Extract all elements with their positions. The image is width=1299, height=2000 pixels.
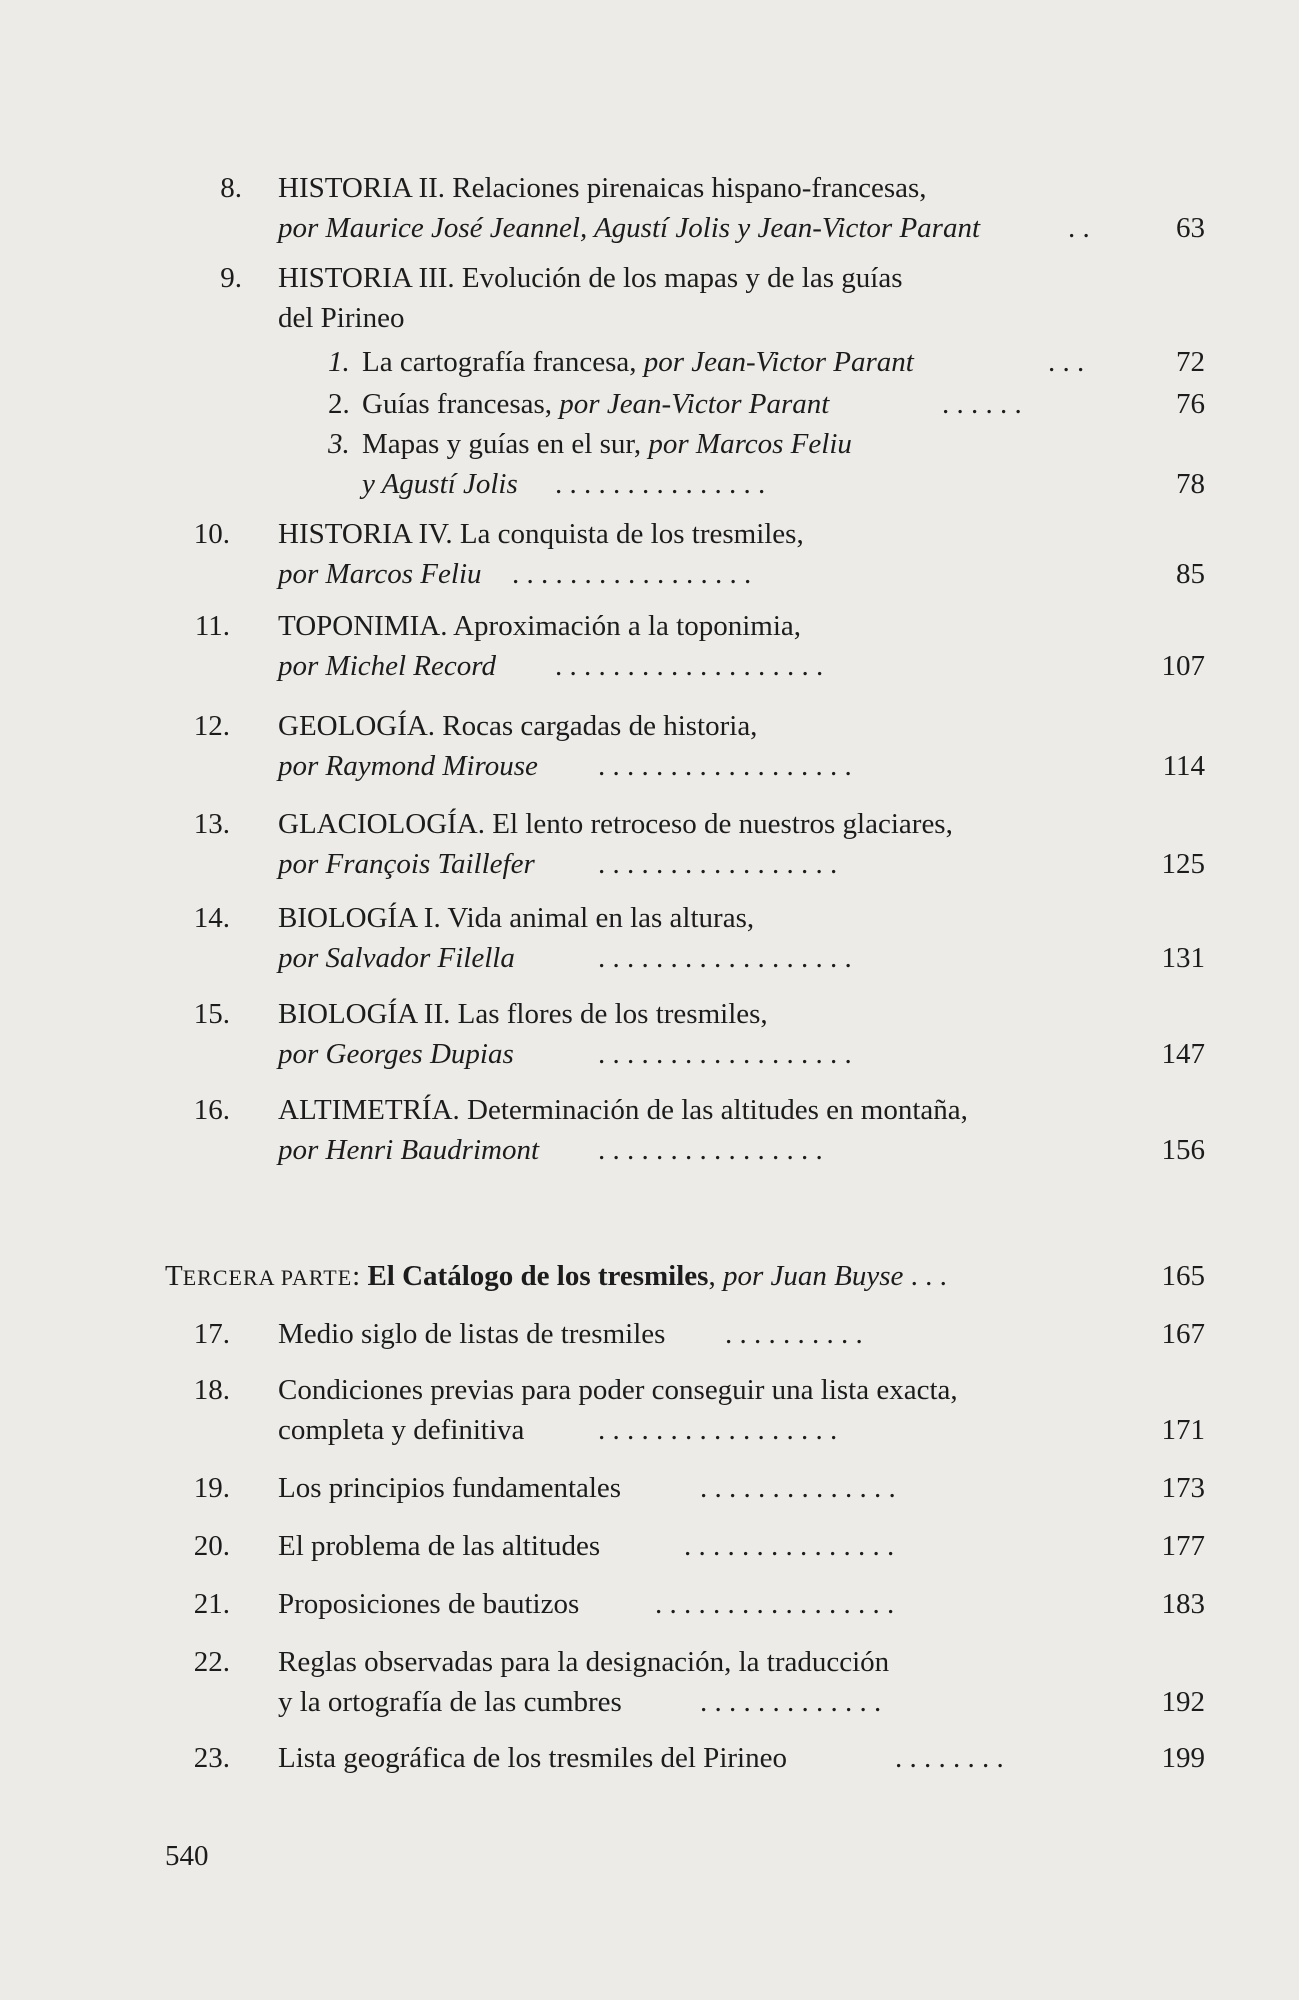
leader-dots: . . . . . . . . . . . . . . . . . . — [598, 942, 852, 974]
leader-dots: . . . . . . . . . . . . . . . — [684, 1530, 895, 1562]
entry-title: El problema de las altitudes — [278, 1530, 601, 1562]
page-number: 131 — [1161, 942, 1205, 974]
leader-dots: . . . . . . . . . . . . . . . . . . — [598, 750, 852, 782]
page-number: 173 — [1161, 1472, 1205, 1504]
entry-number: 18. — [193, 1374, 230, 1406]
leader-dots: . . . . . . . . . . . . . . . . — [598, 1134, 823, 1166]
leader-dots: . . . . . . . . . . . . . . . . . . . — [555, 650, 824, 682]
entry-title: Condiciones previas para poder conseguir una lista exacta, — [278, 1374, 958, 1406]
entry-title: GLACIOLOGÍA. El lento retroceso de nuestros glaciares, — [278, 808, 953, 840]
entry-title: Proposiciones de bautizos — [278, 1588, 580, 1620]
page-number: 165 — [1161, 1260, 1205, 1292]
leader-dots: . . . . . . . . — [895, 1742, 1004, 1774]
page-number: 171 — [1161, 1414, 1205, 1446]
sub-title: Mapas y guías en el sur, por Marcos Feliu — [362, 428, 852, 460]
leader-dots: . . . . . . . . . . . . . . . . . — [598, 848, 838, 880]
entry-number: 20. — [193, 1530, 230, 1562]
entry-title: Medio siglo de listas de tresmiles — [278, 1318, 666, 1350]
entry-title: TOPONIMIA. Aproximación a la toponimia, — [278, 610, 802, 642]
page-number: 72 — [1176, 346, 1205, 378]
part-title: El Catálogo de los tresmiles — [367, 1260, 709, 1292]
entry-number: 16. — [193, 1094, 230, 1126]
entry-title: ALTIMETRÍA. Determinación de las altitudes en montaña, — [278, 1094, 968, 1126]
entry-number: 17. — [193, 1318, 230, 1350]
entry-number: 8. — [220, 172, 242, 204]
leader-dots: . . . . . . . . . . . . . . . . . . — [598, 1038, 852, 1070]
page-number: 63 — [1176, 212, 1205, 244]
entry-title-cont: y la ortografía de las cumbres — [278, 1686, 622, 1718]
entry-number: 19. — [193, 1472, 230, 1504]
entry-author: por Henri Baudrimont — [278, 1134, 539, 1166]
entry-title: GEOLOGÍA. Rocas cargadas de historia, — [278, 710, 758, 742]
page-number: 167 — [1161, 1318, 1205, 1350]
entry-author: por Georges Dupias — [278, 1038, 514, 1070]
page-number: 147 — [1161, 1038, 1205, 1070]
page-number: 192 — [1161, 1686, 1205, 1718]
entry-title: BIOLOGÍA I. Vida animal en las alturas, — [278, 902, 755, 934]
entry-title-cont: completa y definitiva — [278, 1414, 525, 1446]
sub-title: Guías francesas, por Jean-Victor Parant — [362, 388, 830, 420]
sub-author-cont: y Agustí Jolis — [362, 468, 518, 500]
entry-title: Los principios fundamentales — [278, 1472, 622, 1504]
sub-number: 2. — [328, 388, 350, 420]
entry-number: 15. — [193, 998, 230, 1030]
leader-dots: . . . . . . . . . . . . . . . . . — [512, 558, 752, 590]
folio-page-number: 540 — [165, 1840, 209, 1872]
entry-title: HISTORIA IV. La conquista de los tresmiles, — [278, 518, 804, 550]
sub-number: 3. — [328, 428, 350, 460]
entry-title-cont: del Pirineo — [278, 302, 405, 334]
page-number: 76 — [1176, 388, 1205, 420]
leader-dots: . . . . . . . . . . . . . — [700, 1686, 882, 1718]
entry-number: 21. — [193, 1588, 230, 1620]
page-number: 199 — [1161, 1742, 1205, 1774]
page-number: 85 — [1176, 558, 1205, 590]
entry-author: por Maurice José Jeannel, Agustí Jolis y Jean-Victor Parant — [278, 212, 981, 244]
entry-title: BIOLOGÍA II. Las flores de los tresmiles, — [278, 998, 768, 1030]
page-number: 177 — [1161, 1530, 1205, 1562]
page-number: 78 — [1176, 468, 1205, 500]
entry-title: Reglas observadas para la designación, la traducción — [278, 1646, 890, 1678]
page-number: 183 — [1161, 1588, 1205, 1620]
entry-number: 9. — [220, 262, 242, 294]
sub-title: La cartografía francesa, por Jean-Victor Parant — [362, 346, 914, 378]
leader-dots: . . . . . . . . . . . . . . . . . — [655, 1588, 895, 1620]
leader-dots: . . . — [1048, 346, 1085, 378]
entry-number: 11. — [194, 610, 230, 642]
entry-title: Lista geográfica de los tresmiles del Pirineo — [278, 1742, 787, 1774]
entry-author: por Raymond Mirouse — [278, 750, 538, 782]
leader-dots: . . . . . . . . . . — [725, 1318, 863, 1350]
entry-number: 12. — [193, 710, 230, 742]
page-number: 107 — [1161, 650, 1205, 682]
entry-author: por François Taillefer — [278, 848, 535, 880]
entry-number: 14. — [193, 902, 230, 934]
leader-dots: . . . . . . . . . . . . . . . — [555, 468, 766, 500]
entry-title: HISTORIA II. Relaciones pirenaicas hispano-francesas, — [278, 172, 927, 204]
entry-number: 22. — [193, 1646, 230, 1678]
sub-number: 1. — [328, 346, 350, 378]
page-number: 114 — [1162, 750, 1205, 782]
leader-dots: . . — [1068, 212, 1090, 244]
part-heading: TERCERA PARTE: El Catálogo de los tresmiles, por Juan Buyse . . . — [165, 1260, 947, 1292]
leader-dots: . . . . . . . . . . . . . . — [700, 1472, 896, 1504]
leader-dots: . . . — [910, 1260, 947, 1292]
leader-dots: . . . . . . . . . . . . . . . . . — [598, 1414, 838, 1446]
entry-author: por Michel Record — [278, 650, 496, 682]
page-number: 125 — [1161, 848, 1205, 880]
entry-number: 13. — [193, 808, 230, 840]
page-number: 156 — [1161, 1134, 1205, 1166]
leader-dots: . . . . . . — [942, 388, 1022, 420]
entry-author: por Salvador Filella — [278, 942, 515, 974]
entry-title: HISTORIA III. Evolución de los mapas y de las guías — [278, 262, 903, 294]
entry-author: por Marcos Feliu — [278, 558, 482, 590]
part-author: por Juan Buyse — [722, 1260, 904, 1292]
entry-number: 10. — [193, 518, 230, 550]
entry-number: 23. — [193, 1742, 230, 1774]
